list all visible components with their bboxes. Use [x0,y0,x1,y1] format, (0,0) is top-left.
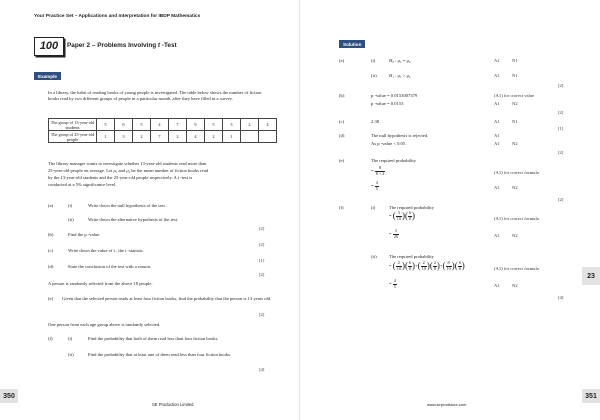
table-cell: 4 [151,119,169,131]
sol-a-ii-answer: H₁ : μ₁ > μ₂ [389,73,411,78]
manager-text-line3: by the 13-year-old students and the 25-year-old people respectively. A t -test is [48,175,193,180]
sol-f-i-mark-formula: (A1) for correct formula [494,216,539,221]
sol-e-label: (e) [339,158,345,163]
sol-a-ii-mark-n1: N1 [512,73,518,78]
table-cell: 2 [205,131,223,143]
table-cell: 6 [115,119,133,131]
question-marks: [2] [259,272,265,277]
sol-b-mark-a1: A1 [494,101,500,106]
table-cell: 1 [97,131,115,143]
question-sub-label: (ii) [68,217,74,222]
sol-f-ii-step1: = ( $\frac{2}{10}$ )( $\frac{6}{8}$ )+( $\frac{2}{10}$ )( $\frac{2}{8}$ )+( $\frac{8}{10}$ )( $\frac{6}{8}$ ) [389,260,465,271]
question-label: (d) [48,264,54,269]
sol-a-i-mark-n1: N1 [512,58,518,63]
question-f-label: (f) [48,336,53,341]
sol-e-fraction-2: $\frac{4}{5}$ [375,180,378,191]
sol-e-mark-a1: A1 [494,185,500,190]
running-header: Your Practice Set – Applications and Interpretation for IBDP Mathematics [34,14,201,19]
sol-a-ii-mark-a1: A1 [494,73,500,78]
question-label: (a) [48,203,54,208]
chapter-badge [34,37,64,56]
sol-c-value: 2.38 [371,119,380,124]
right-page-number: 351 [582,389,600,403]
sol-d-mark-a1-second: A1 [494,141,500,146]
chapter-number: 100 [39,40,59,52]
table-cell: 5 [205,119,223,131]
table-row2-label: The group of 25-year-old people [49,131,97,143]
question-text: Write down the value of t , the t -statistic. [68,248,145,253]
question-marks: [1] [259,258,265,263]
sol-b-mark-formula: (A1) for correct value [494,93,535,98]
question-text: State the conclusion of the test with a reason. [68,264,152,269]
left-page-number: 350 [0,389,18,403]
example-label: Example [34,72,61,80]
sol-c-total: [1] [558,126,564,131]
sol-f-ii-mark-a1: A1 [494,283,500,288]
sol-f-ii-step2: = $\frac{4}{5}$ [389,278,396,289]
sol-a-ii-sub: (ii) [371,73,377,78]
sol-f-i-step1: = ( $\frac{3}{10}$ )( $\frac{6}{8}$ ) [389,210,416,221]
manager-text-line1: The library manager wants to investigate whether 13-year-old students read more than [48,161,207,166]
sol-f-ii-mark-n2: N2 [512,283,518,288]
sol-b-line2: p -value = 0.0153 [371,101,404,106]
sol-f-ii-sub: (ii) [371,254,377,259]
sol-f-ii-result: $\frac{4}{5}$ [393,278,396,289]
question-e-marks: [2] [259,312,265,317]
sol-a-i-mark-a1: A1 [494,58,500,63]
sol-d-line2: As p -value < 0.05 . [371,141,408,146]
sol-f-i-sub: (i) [371,205,376,210]
table-cell: 3 [223,119,241,131]
sol-e-step2: = $\frac{4}{5}$ [371,180,378,191]
random-selection-text: A person is randomly selected from the above 18 people. [48,281,153,286]
sol-d-label: (d) [339,133,345,138]
question-f-i-text: Find the probability that both of them read less than four fiction books. [88,336,219,341]
question-marks: [2] [259,226,265,231]
question-text: Find the p -value. [68,232,101,237]
question-marks: [2] [259,242,265,247]
table-cell: 2 [133,131,151,143]
table-cell: 4 [259,119,277,131]
sol-d-total: [2] [558,150,564,155]
question-text: Write down the alternative hypothesis of the test. [88,217,179,222]
chapter-title: Paper 2 – Problems Involving t -Test [67,42,177,49]
sol-f-ii-mark-formula: (A1) for correct formula [494,266,539,271]
website-url: www.seprodstore.com [427,402,467,407]
sol-f-ii-line: The required probability [389,254,434,259]
chapter-side-tab: 23 [582,267,600,285]
sol-e-step1: = $\frac{8}{8 + 2}$ [371,165,385,176]
manager-text-line4: conducted at a 5% significance level. [48,182,117,187]
sol-b-total: [2] [558,110,564,115]
table-cell: 5 [97,119,115,131]
question-f-i-sub: (i) [68,336,73,341]
sol-e-total: [2] [558,197,564,202]
table-cell: 2 [169,131,187,143]
data-table [48,118,277,143]
sol-e-line1: The required probability [371,158,416,163]
sol-c-mark-a1: A1 [494,119,500,124]
sol-d-mark-a1-first: A1 [494,133,500,138]
sol-a-i-answer: H₀ : μ₁ = μ₂ [389,58,411,63]
table-cell: 9 [187,119,205,131]
publisher-name: SE Production Limited [152,402,194,407]
sol-f-i-step2: = $\frac{3}{20}$ [389,228,398,239]
table-cell: 7 [151,131,169,143]
sol-b-label: (b) [339,93,345,98]
sol-b-mark-n2: N2 [512,101,518,106]
question-f-ii-text: Find the probability that at least one of them read less than four fiction books. [88,352,232,357]
table-cell: 2 [241,119,259,131]
question-e-label: (e) [48,296,54,301]
sol-d-mark-n2: N2 [512,141,518,146]
question-sub-label: (i) [68,203,73,208]
sol-f-i-line: The required probability [389,205,434,210]
sol-f-i-mark-a1: A1 [494,233,500,238]
question-f-marks: [4] [259,367,265,372]
sol-f-i-result: $\frac{3}{20}$ [393,228,398,239]
sol-a-total: [2] [558,83,564,88]
sol-b-line1: p -value = 0.0153007379 [371,93,418,98]
manager-text-line2: 25-year-old people on average. Let μ₁ and μ₂ be the mean number of fiction books read [48,168,209,173]
intro-paragraph: In a library, the habit of reading books of young people is investigated. The table below shows the number of fiction books read by two different groups of people in a particular month, after they have filled in a survey. [48,90,262,102]
sol-e-mark-formula: (A1) for correct formula [494,170,539,175]
page-gutter [299,0,300,420]
sol-a-label: (a) [339,58,345,63]
table-cell-empty [241,131,259,143]
table-cell-empty [259,131,277,143]
question-e-text: Given that the selected person reads at least four fiction books, find the probability that the person is 13 years old. [62,296,272,301]
sol-f-label: (f) [339,205,344,210]
question-text: Write down the null hypothesis of the test. [88,203,166,208]
table-cell: 3 [115,131,133,143]
sol-e-fraction-1: $\frac{8}{8 + 2}$ [375,165,385,176]
table-cell: 5 [133,119,151,131]
sol-f-total: [4] [558,295,564,300]
sol-d-line1: The null hypothesis is rejected. [371,133,429,138]
sol-c-mark-n1: N1 [512,119,518,124]
sol-c-label: (c) [339,119,345,124]
question-f-ii-sub: (ii) [68,352,74,357]
pair-selection-text: One person from each age group above is randomly selected. [48,322,161,327]
sol-f-i-mark-n2: N2 [512,233,518,238]
sol-a-i-sub: (i) [371,58,376,63]
table-cell: 7 [169,119,187,131]
table-cell: 4 [187,131,205,143]
table-cell: 1 [223,131,241,143]
sol-e-mark-n2: N2 [512,185,518,190]
solution-label: Solution [339,40,365,48]
question-label: (c) [48,248,54,253]
table-row1-label: The group of 13-year-old students [49,119,97,131]
question-label: (b) [48,232,54,237]
